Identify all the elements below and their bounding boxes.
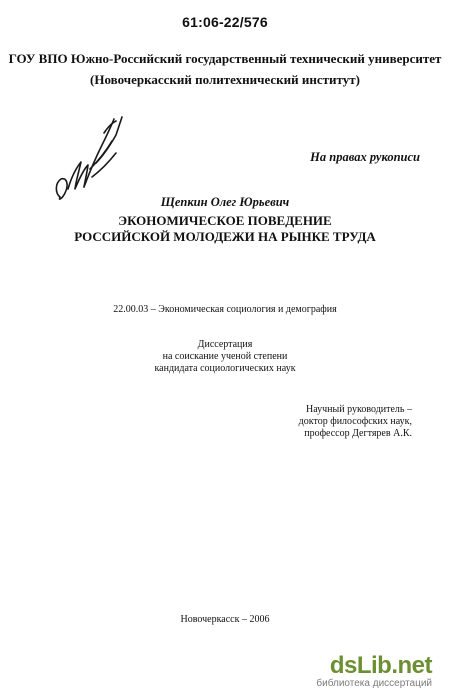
degree-purpose: на соискание ученой степени [162, 351, 288, 362]
dslib-watermark-logo [288, 652, 438, 690]
institution-name: ГОУ ВПО Южно-Российский государственный технический университет [8, 51, 442, 66]
supervisor-label: Научный руководитель – [306, 404, 412, 415]
watermark-brand: dsLib.net [329, 652, 432, 679]
author-name: Щепкин Олег Юрьевич [160, 195, 290, 209]
thesis-title-line-1: ЭКОНОМИЧЕСКОЕ ПОВЕДЕНИЕ [118, 213, 332, 228]
supervisor-degree: доктор философских наук, [298, 416, 412, 427]
specialty-code: 22.00.03 – Экономическая социология и демография [113, 304, 337, 315]
city-year: Новочеркасск – 2006 [180, 614, 270, 625]
institution-subname: (Новочеркасский политехнический институт) [90, 72, 360, 87]
degree-name: кандидата социологических наук [154, 363, 296, 374]
supervisor-name: профессор Дегтярев А.К. [304, 428, 412, 439]
thesis-title-line-2: РОССИЙСКОЙ МОЛОДЕЖИ НА РЫНКЕ ТРУДА [74, 229, 376, 244]
manuscript-rights-note: На правах рукописи [310, 150, 420, 164]
document-code: 61:06-22/576 [182, 14, 268, 30]
dissertation-label: Диссертация [197, 339, 253, 350]
watermark-tagline: библиотека диссертаций [316, 678, 432, 689]
